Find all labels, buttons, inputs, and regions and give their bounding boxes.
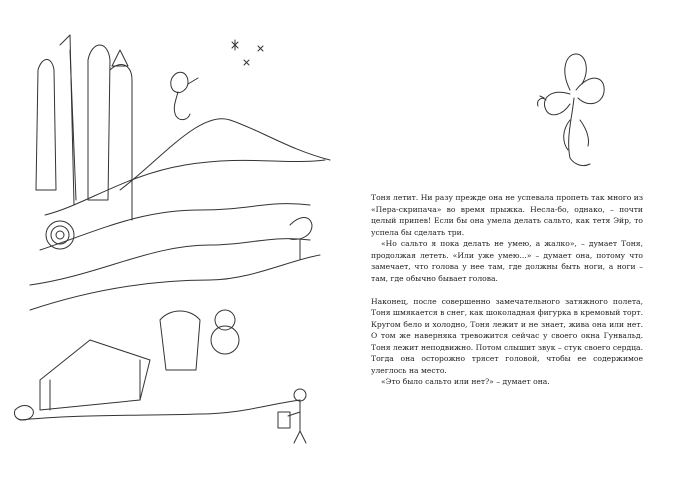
stars-sketch (232, 40, 263, 65)
paragraph: «Это было сальто или нет?» – думает она. (381, 377, 550, 386)
right-illustration (530, 50, 610, 170)
paragraph: «Но сальто я пока делать не умею, а жалко», – думает Тоня, продолжая лететь. «Или уже умею...» – думает она, потому что замечает, что голова у нее там, где должны быть ноги, а ноги – там, где обычно бывает голова. (371, 239, 643, 283)
creature-sketch (14, 406, 33, 421)
person-sketch (278, 389, 306, 443)
story-text (371, 192, 643, 388)
tall-forms-sketch (36, 35, 132, 220)
flying-figure-sketch (171, 72, 198, 119)
flower-sketch (530, 50, 610, 170)
spiral-sketch (46, 221, 74, 249)
paragraph: Тоня летит. Ни разу прежде она не успевала пропеть так много из «Пера-скрипача» во время прыжка. Несла-бо, однако, – почти целый припев! Если бы она умела делать сальто, как тетя Эйр, то успела бы сделать три. (371, 193, 643, 237)
paragraph: Наконец, после совершенно замечательного затяжного полета, Тоня шмякается в снег, как шоколадная фигурка в кремовый торт. Кругом бело и холодно, Тоня лежит и не знает, жива она или нет. О том же наверняка тревожится сейчас у своего окна Гунвальд. Тоня лежит неподвижно. Потом слышит звук – стук своего сердца. Тогда она осторожно трясет головой, чтобы ее содержимое улеглось на место. (371, 296, 643, 375)
ground-line (20, 400, 300, 420)
snow-figure-sketch (211, 310, 239, 354)
house-sketch (40, 311, 200, 410)
hills-sketch (30, 119, 330, 310)
